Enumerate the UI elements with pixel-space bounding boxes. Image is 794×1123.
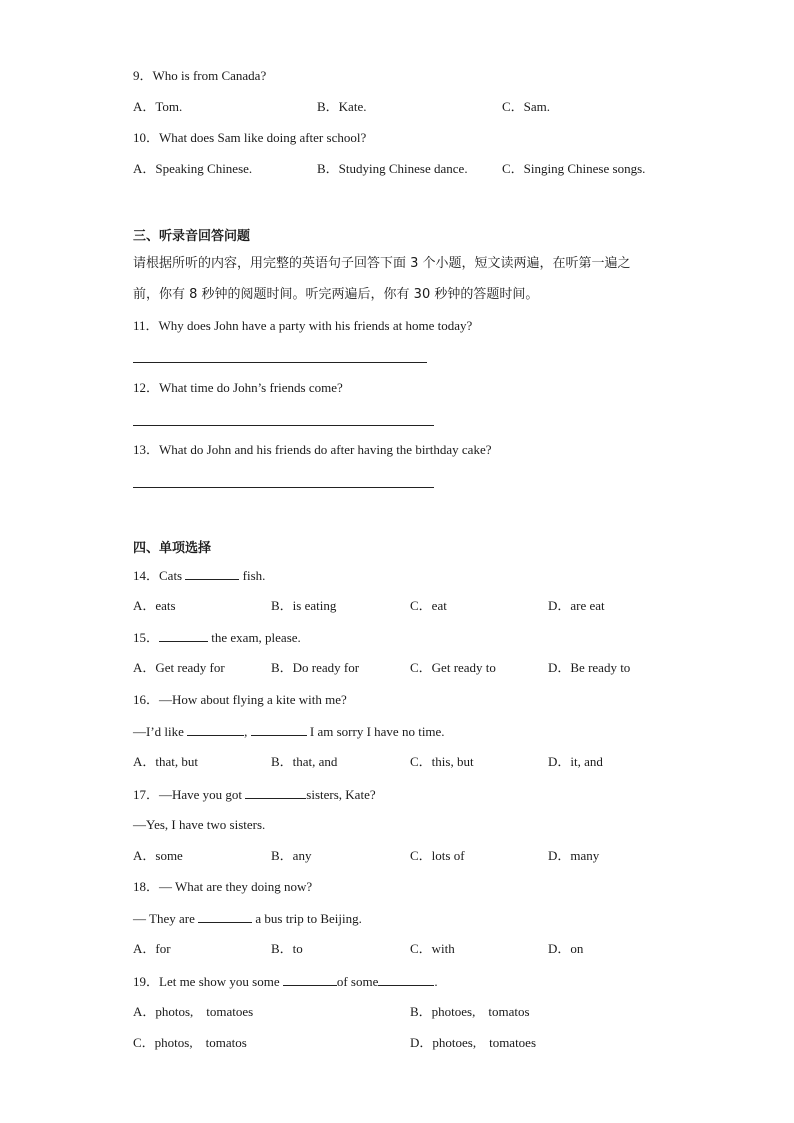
q17-blank[interactable] [245, 786, 306, 799]
q18-option-b[interactable]: B．to [271, 941, 303, 956]
q9-option-c[interactable]: C．Sam. [502, 99, 551, 114]
q9-option-a[interactable]: A．Tom. [133, 99, 183, 114]
q14-option-d[interactable]: D．are eat [548, 598, 605, 613]
q19-option-d[interactable]: D．photoes, tomatoes [410, 1035, 537, 1050]
q14-stem-pre: 14．Cats [133, 568, 186, 583]
question-11-stem: 11．Why does John have a party with his friends at home today? [133, 318, 473, 333]
question-14-stem [133, 567, 265, 584]
question-19-stem [133, 973, 438, 990]
question-9-stem: 9．Who is from Canada? [133, 68, 267, 83]
q17-stem-pre: 17．—Have you got [133, 787, 246, 802]
q9-option-b[interactable]: B．Kate. [317, 99, 367, 114]
q15-option-c[interactable]: C．Get ready to [410, 660, 496, 675]
q19-option-a[interactable]: A．photos, tomatoes [133, 1004, 254, 1019]
q16-blank-1[interactable] [187, 723, 244, 736]
q17-option-a[interactable]: A．some [133, 848, 183, 863]
question-13-stem: 13．What do John and his friends do after having the birthday cake? [133, 442, 492, 457]
q18-option-c[interactable]: C．with [410, 941, 455, 956]
q18-reply-pre: — They are [133, 911, 199, 926]
q15-option-d[interactable]: D．Be ready to [548, 660, 631, 675]
q15-option-b[interactable]: B．Do ready for [271, 660, 360, 675]
q19-blank-2[interactable] [378, 973, 434, 986]
q10-option-b[interactable]: B．Studying Chinese dance. [317, 161, 468, 176]
q14-stem-post: fish. [239, 568, 266, 583]
question-17-reply: —Yes, I have two sisters. [133, 817, 266, 832]
q19-option-b[interactable]: B．photoes, tomatos [410, 1004, 530, 1019]
q16-option-d[interactable]: D．it, and [548, 754, 603, 769]
q19-stem-post: . [434, 974, 438, 989]
q13-answer-line[interactable] [133, 487, 434, 488]
q14-option-a[interactable]: A．eats [133, 598, 176, 613]
q18-option-d[interactable]: D．on [548, 941, 584, 956]
q15-stem-pre: 15． [133, 630, 160, 645]
q15-blank[interactable] [159, 629, 208, 642]
question-18-stem: 18．— What are they doing now? [133, 879, 313, 894]
q16-reply-mid: , [244, 724, 251, 739]
q14-blank[interactable] [185, 567, 239, 580]
q10-option-c[interactable]: C．Singing Chinese songs. [502, 161, 646, 176]
question-10-stem: 10．What does Sam like doing after school? [133, 130, 367, 145]
q14-option-c[interactable]: C．eat [410, 598, 447, 613]
q17-stem-post: sisters, Kate? [306, 787, 376, 802]
question-16-stem: 16．—How about flying a kite with me? [133, 692, 347, 707]
q17-option-b[interactable]: B．any [271, 848, 312, 863]
section-3-instruction-line-2: 前，你有 8 秒钟的阅题时间。听完两遍后，你有 30 秒钟的答题时间。 [133, 287, 539, 302]
q16-option-a[interactable]: A．that, but [133, 754, 198, 769]
section-4-title: 四、单项选择 [133, 541, 212, 556]
q14-option-b[interactable]: B．is eating [271, 598, 337, 613]
q19-stem-mid: of some [336, 974, 379, 989]
q16-blank-2[interactable] [251, 723, 307, 736]
q16-reply-post: I am sorry I have no time. [306, 724, 445, 739]
q19-option-c[interactable]: C．photos, tomatos [133, 1035, 247, 1050]
q11-answer-line[interactable] [133, 362, 427, 363]
section-3-instruction-line-1: 请根据所听的内容，用完整的英语句子回答下面 3 个小题，短文读两遍，在听第一遍之 [133, 256, 631, 271]
q17-option-d[interactable]: D．many [548, 848, 600, 863]
q16-reply-pre: —I’d like [133, 724, 188, 739]
section-3-title: 三、听录音回答问题 [133, 229, 251, 244]
q12-answer-line[interactable] [133, 425, 434, 426]
q10-option-a[interactable]: A．Speaking Chinese. [133, 161, 253, 176]
question-12-stem: 12．What time do John’s friends come? [133, 380, 343, 395]
q19-stem-pre: 19．Let me show you some [133, 974, 283, 989]
q16-option-b[interactable]: B．that, and [271, 754, 338, 769]
q18-option-a[interactable]: A．for [133, 941, 171, 956]
q17-option-c[interactable]: C．lots of [410, 848, 465, 863]
q15-stem-post: the exam, please. [208, 630, 301, 645]
question-15-stem [133, 629, 301, 646]
question-17-stem [133, 786, 376, 803]
q15-option-a[interactable]: A．Get ready for [133, 660, 225, 675]
question-16-reply [133, 723, 445, 740]
question-18-reply [133, 910, 362, 927]
q19-blank-1[interactable] [283, 973, 337, 986]
q18-reply-post: a bus trip to Beijing. [252, 911, 362, 926]
q16-option-c[interactable]: C．this, but [410, 754, 474, 769]
q18-blank[interactable] [198, 910, 252, 923]
